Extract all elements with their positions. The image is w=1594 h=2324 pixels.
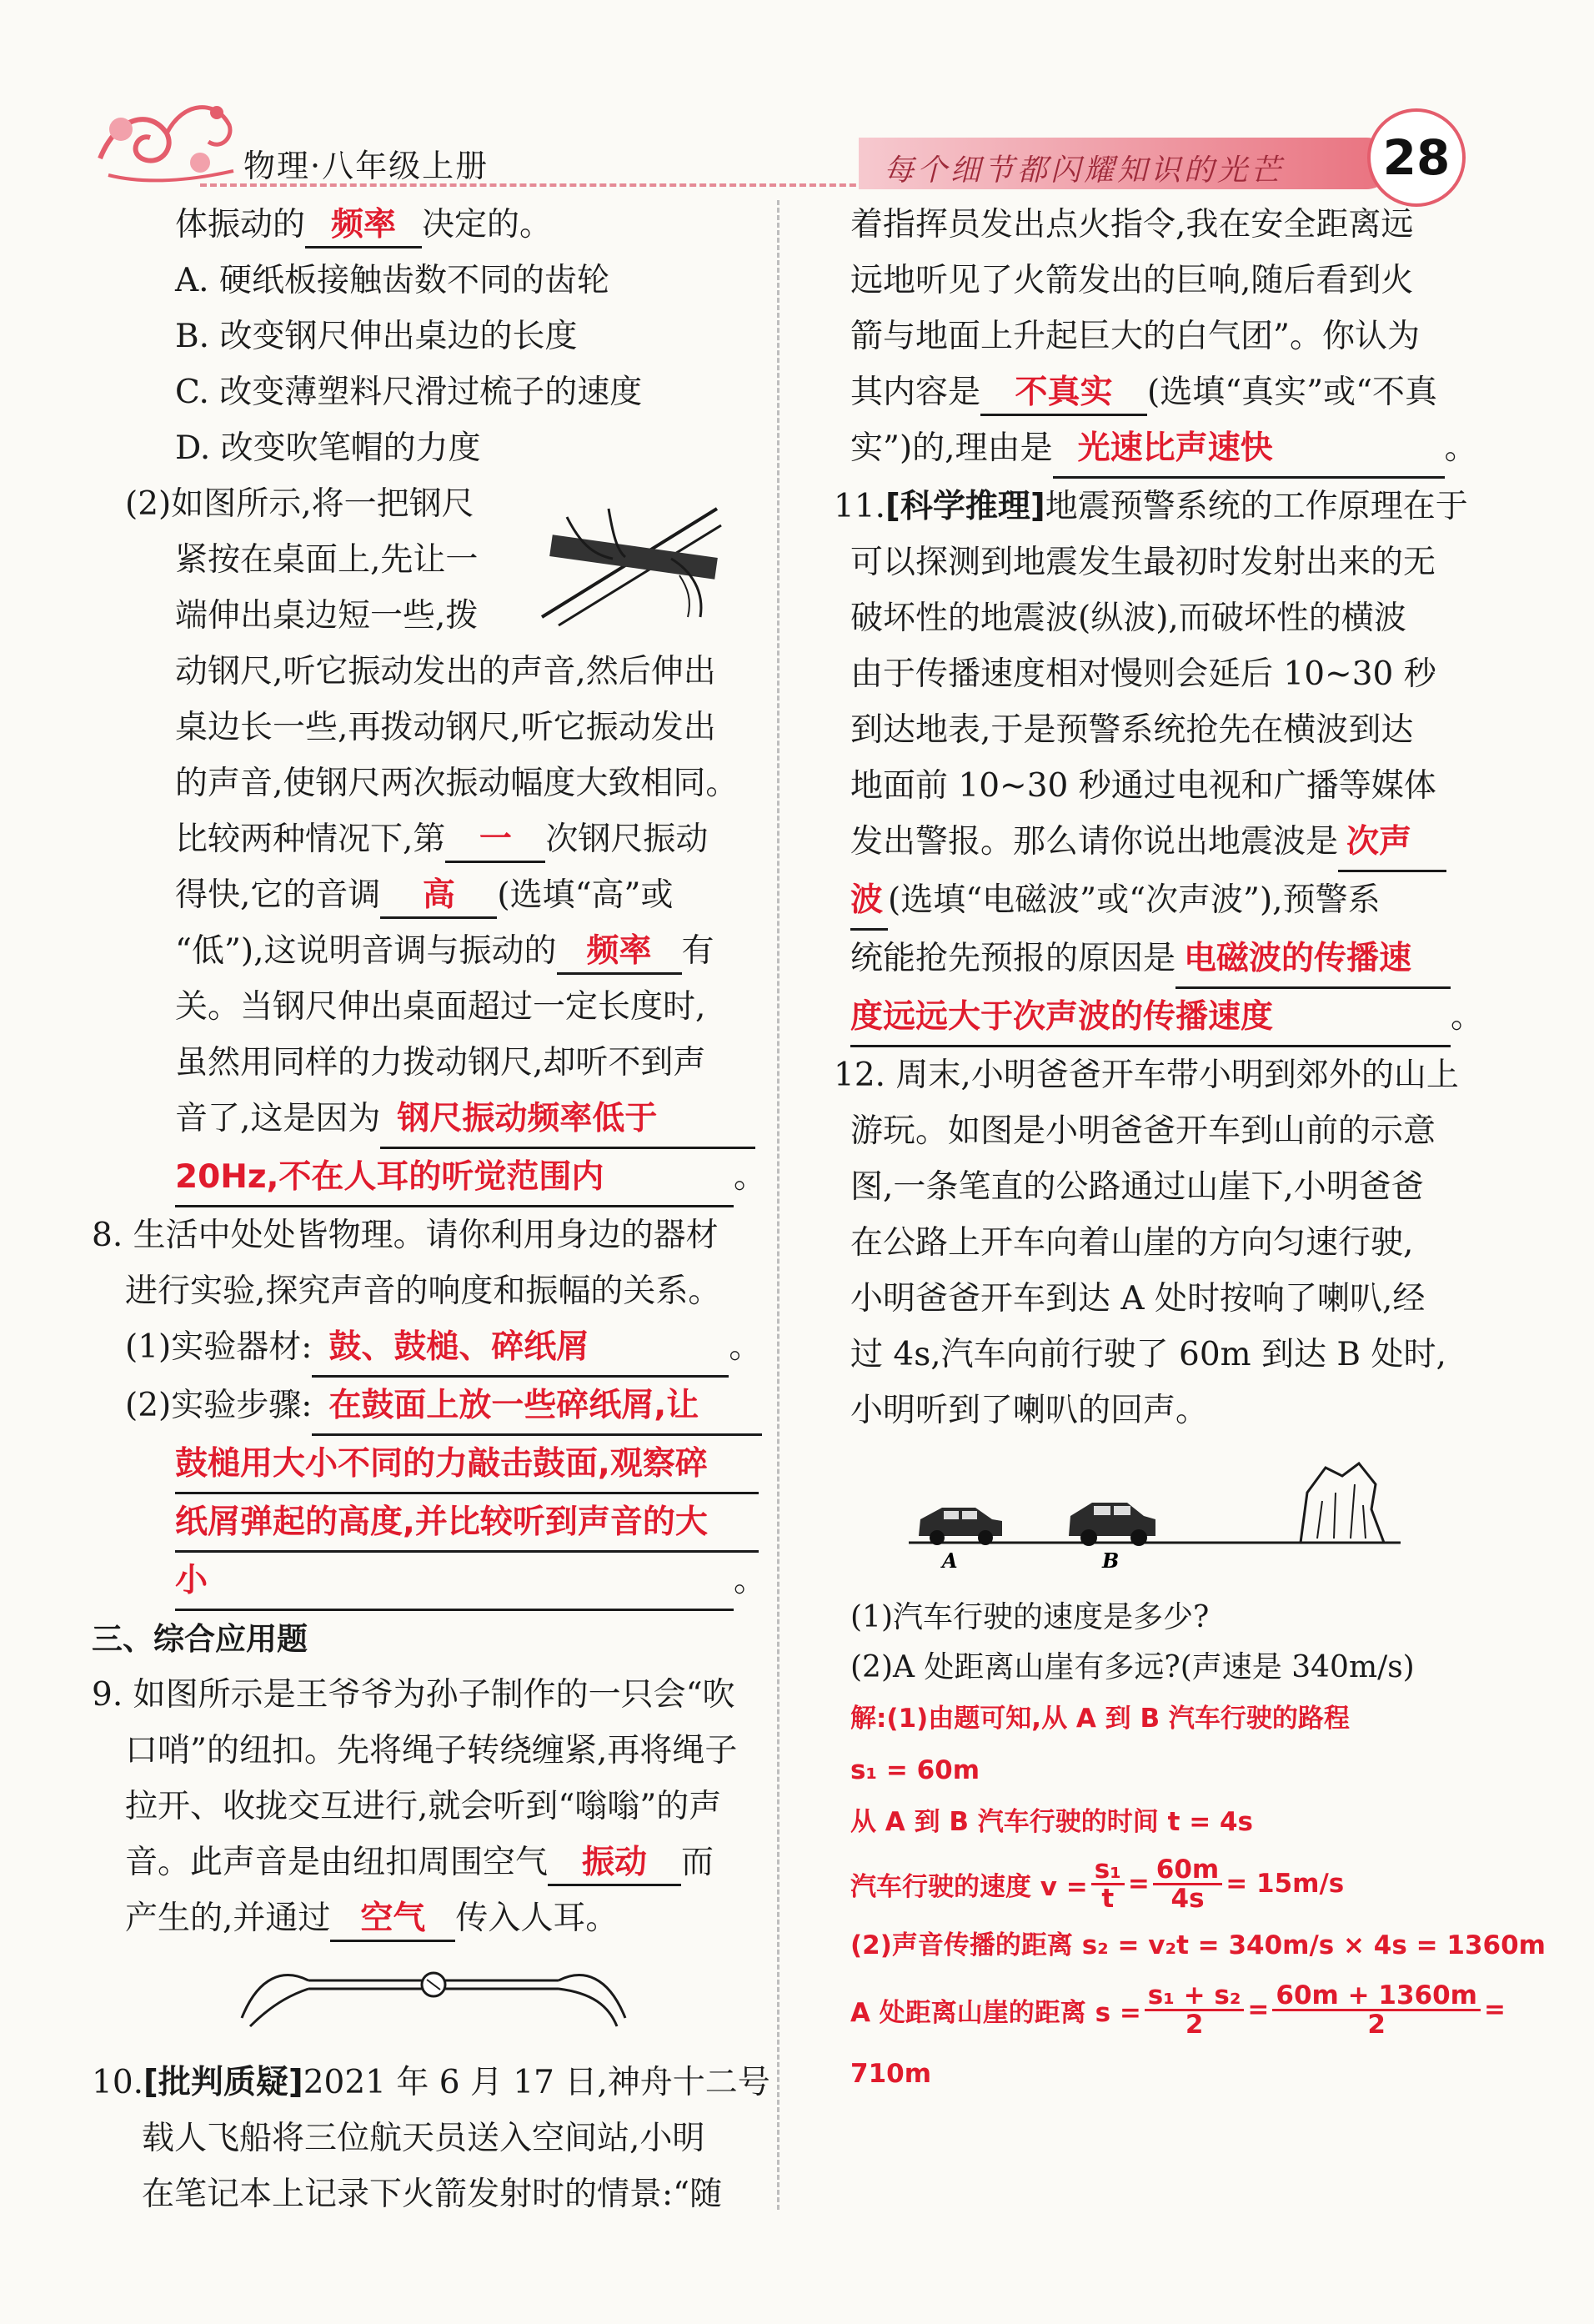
text-line: 在笔记本上记录下火箭发射时的情景:“随	[142, 2176, 723, 2213]
text-line: 动钢尺,听它振动发出的声音,然后伸出	[175, 653, 716, 690]
button-whistle-figure	[225, 1943, 642, 2043]
text-line: 度远远大于次声波的传播速度 。	[834, 989, 1492, 1047]
option-d: D. 改变吹笔帽的力度	[175, 429, 481, 467]
answer-text: 度远远大于次声波的传播速度	[850, 989, 1451, 1047]
text-line: 小明听到了喇叭的回声。	[850, 1392, 1209, 1429]
answer-blank: 不真实	[980, 372, 1147, 416]
fraction: $\frac{\text{s₁ + s₂}}{2}$	[1145, 1982, 1245, 2038]
answer-blank: 频率	[305, 204, 422, 248]
answer-text: 次声	[1338, 814, 1446, 872]
text-line: 实”)的,理由是 光速比声速快 。	[834, 420, 1492, 479]
text-line: 由于传播速度相对慢则会延后 10~30 秒	[850, 655, 1436, 693]
question-9: 9. 如图所示是王爷爷为孙子制作的一只会“吹	[92, 1676, 735, 1714]
text-line: 发出警报。那么请你说出地震波是 次声	[834, 814, 1492, 872]
text-line: 游玩。如图是小明爸爸开车到山前的示意	[850, 1112, 1436, 1150]
text-line	[92, 1436, 759, 1494]
cars-cliff-figure	[909, 1459, 1409, 1576]
text-line: 箭与地面上升起巨大的白气团”。你认为	[850, 318, 1420, 355]
answer-text: 光速比声速快	[1053, 420, 1445, 479]
text-line: 远地听见了火箭发出的巨响,随后看到火	[850, 262, 1414, 299]
text-line: 过 4s,汽车向前行驶了 60m 到达 B 处时,	[850, 1336, 1446, 1373]
answer-text: 波	[850, 872, 888, 931]
solution-line: 从 A 到 B 汽车行驶的时间 t = 4s	[850, 1807, 1253, 1837]
solution-line: 710m	[850, 2059, 932, 2089]
option-b: B. 改变钢尺伸出桌边的长度	[175, 318, 578, 355]
answer-text: 鼓槌用大小不同的力敲击鼓面,观察碎	[175, 1436, 759, 1494]
solution-line: 解:(1)由题可知,从 A 到 B 汽车行驶的路程	[850, 1704, 1350, 1734]
answer-blank: 频率	[557, 931, 682, 975]
text-line: 其内容是 不真实 (选填“真实”或“不真	[834, 364, 1492, 420]
answer-text: 小	[175, 1553, 734, 1611]
page-header	[0, 0, 1594, 200]
car-b-icon	[1069, 1503, 1155, 1546]
question-10: 10.[批判质疑]2021 年 6 月 17 日,神舟十二号	[92, 2064, 770, 2101]
text-line: 拉开、收拢交互进行,就会听到“嗡嗡”的声	[125, 1788, 722, 1825]
text-line: 桌边长一些,再拨动钢尺,听它振动发出	[175, 709, 716, 746]
column-divider	[777, 200, 779, 2210]
text-line: 比较两种情况下,第 一 次钢尺振动	[92, 811, 759, 867]
text-line: 进行实验,探究声音的响度和振幅的关系。	[125, 1272, 721, 1310]
text-line: 口哨”的纽扣。先将绳子转绕缠紧,再将绳子	[125, 1732, 738, 1769]
text-line: 虽然用同样的力拨动钢尺,却听不到声	[175, 1044, 706, 1082]
text-line: 统能抢先预报的原因是 电磁波的传播速	[834, 931, 1492, 989]
text-line: 着指挥员发出点火指令,我在安全距离远	[850, 206, 1414, 243]
text-line: (2)实验步骤: 在鼓面上放一些碎纸屑,让	[92, 1378, 759, 1436]
solution-line: 汽车行驶的速度 v = $\frac{\text{s₁}}{t}$ = $\frac{60m}{4s}$ = 15m/s	[850, 1854, 1345, 1914]
text-line: 到达地表,于是预警系统抢先在横波到达	[850, 711, 1414, 749]
text-line: 端伸出桌边短一些,拨	[175, 597, 479, 635]
answer-text: 钢尺振动频率低于	[380, 1091, 755, 1149]
answer-blank: 高	[380, 875, 497, 919]
answer-blank: 一	[445, 819, 545, 863]
text-line: 得快,它的音调 高 (选填“高”或	[92, 867, 759, 923]
text-line: 音了,这是因为 钢尺振动频率低于	[92, 1091, 759, 1149]
solution-line: (2)声音传播的距离 s₂ = v₂t = 340m/s × 4s = 1360m	[850, 1930, 1546, 1960]
fraction: $\frac{\text{s₁}}{t}$	[1091, 1856, 1125, 1912]
answer-text: 在鼓面上放一些碎纸屑,让	[312, 1378, 762, 1436]
question-8: 8. 生活中处处皆物理。请你利用身边的器材	[92, 1217, 719, 1254]
book-title: 物理·八年级上册	[243, 148, 489, 184]
text-line: 的声音,使钢尺两次振动幅度大致相同。	[175, 765, 739, 802]
text-line: 波 (选填“电磁波”或“次声波”),预警系	[834, 872, 1492, 931]
text-line: (2)如图所示,将一把钢尺	[125, 485, 474, 523]
solution-line: A 处距离山崖的距离 s = $\frac{\text{s₁ + s₂}}{2}$ = $\frac{60m + 1360m}{2}$ =	[850, 1980, 1506, 2040]
text-line: 关。当钢尺伸出桌面超过一定长度时,	[175, 988, 706, 1026]
ruler-on-table-figure	[534, 492, 725, 634]
page-number: 28	[1367, 108, 1466, 207]
text-line: 20Hz,不在人耳的听觉范围内 。	[92, 1149, 759, 1207]
answer-text: 电磁波的传播速	[1175, 931, 1451, 989]
answer-blank: 空气	[330, 1898, 455, 1942]
text-line: 体振动的 频率 决定的。	[92, 197, 759, 253]
question-11: 11.[科学推理]地震预警系统的工作原理在于	[834, 488, 1468, 525]
fraction: $\frac{60m + 1360m}{2}$	[1272, 1982, 1481, 2038]
text-line: 可以探测到地震发生最初时发射出来的无	[850, 544, 1436, 581]
fraction: $\frac{60m}{4s}$	[1153, 1856, 1222, 1912]
text-line: 图,一条笔直的公路通过山崖下,小明爸爸	[850, 1168, 1424, 1206]
cliff-icon	[1301, 1463, 1384, 1543]
text-line: 产生的,并通过 空气 传入人耳。	[92, 1890, 759, 1946]
question-12: 12. 周末,小明爸爸开车带小明到郊外的山上	[834, 1057, 1459, 1094]
right-column	[834, 197, 1546, 2100]
label-b: B	[1102, 1548, 1120, 1573]
text-line: 破坏性的地震波(纵波),而破坏性的横波	[850, 600, 1406, 637]
sub-question-2: (2)A 处距离山崖有多远?(声速是 340m/s)	[850, 1650, 1415, 1684]
option-c: C. 改变薄塑料尺滑过梳子的速度	[175, 374, 643, 411]
floral-ornament-icon	[83, 83, 242, 192]
answer-blank: 振动	[548, 1842, 681, 1886]
sub-question-1: (1)汽车行驶的速度是多少?	[850, 1600, 1210, 1634]
answer-text: 鼓、鼓槌、碎纸屑	[312, 1319, 729, 1378]
text-line: 紧按在桌面上,先让一	[175, 541, 479, 579]
text-line: (1)实验器材: 鼓、鼓槌、碎纸屑 。	[92, 1319, 759, 1378]
answer-text: 纸屑弹起的高度,并比较听到声音的大	[175, 1494, 759, 1553]
text-line: 载人飞船将三位航天员送入空间站,小明	[142, 2120, 705, 2157]
car-a-icon	[919, 1508, 1002, 1545]
section-heading: 三、综合应用题	[92, 1621, 308, 1657]
text-line: 小 。	[92, 1553, 759, 1611]
answer-text: 20Hz,不在人耳的听觉范围内	[175, 1149, 734, 1207]
slogan-text: 每个细节都闪耀知识的光芒	[884, 153, 1285, 188]
text-line: 地面前 10~30 秒通过电视和广播等媒体	[850, 767, 1436, 805]
label-a: A	[942, 1548, 958, 1573]
text-line	[92, 1494, 759, 1553]
option-a: A. 硬纸板接触齿数不同的齿轮	[175, 262, 609, 299]
solution-line: s₁ = 60m	[850, 1755, 980, 1785]
text-line: 小明爸爸开车到达 A 处时按响了喇叭,经	[850, 1280, 1426, 1318]
text-line: 在公路上开车向着山崖的方向匀速行驶,	[850, 1224, 1414, 1262]
text-line: “低”),这说明音调与振动的 频率 有	[92, 923, 759, 979]
text-line: 音。此声音是由纽扣周围空气 振动 而	[92, 1835, 759, 1890]
